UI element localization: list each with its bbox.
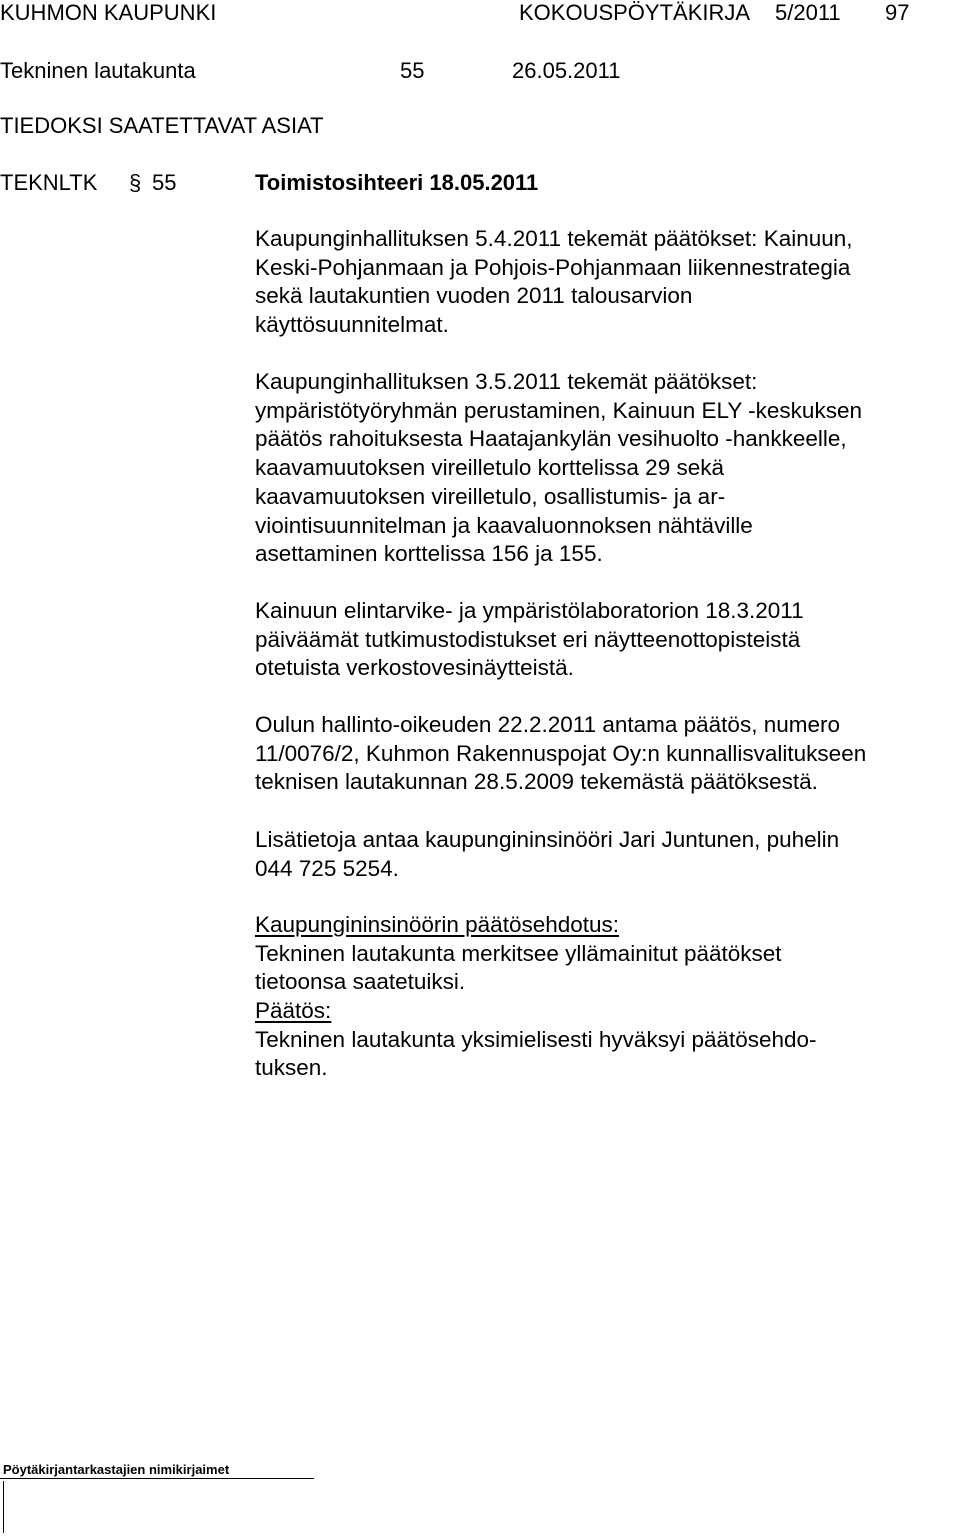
signature-box-edge — [3, 1481, 7, 1533]
doc-number: 5/2011 — [775, 0, 841, 25]
paragraph-line: Kaupunginhallituksen 5.4.2011 tekemät päätökset: Kainuun, — [255, 226, 853, 251]
paragraph-line: 044 725 5254. — [255, 855, 399, 881]
paragraph-line: Lisätietoja antaa kaupungininsinööri Jari Juntunen, puhelin — [255, 827, 840, 852]
paragraph-line: Oulun hallinto-oikeuden 22.2.2011 antama päätös, numero — [255, 712, 840, 737]
paragraph-line: viointisuunnitelman ja kaavaluonnoksen nähtäville — [255, 512, 753, 538]
paragraph-line: ympäristötyöryhmän perustaminen, Kainuun ELY -keskuksen — [255, 397, 862, 423]
reference-code: TEKNLTK — [0, 170, 98, 195]
proposal-heading: Kaupungininsinöörin päätösehdotus: — [255, 912, 620, 937]
paragraph-line: asettaminen korttelissa 156 ja 155. — [255, 541, 603, 567]
paragraph-line: käyttösuunnitelmat. — [255, 312, 449, 338]
signature-line — [0, 1478, 314, 1479]
decision-heading: Päätös: — [255, 998, 332, 1023]
proposal-line: tietoonsa saatetuiksi. — [255, 969, 466, 995]
category-title: TIEDOKSI SAATETTAVAT ASIAT — [0, 113, 324, 138]
decision-line: tuksen. — [255, 1055, 328, 1081]
meeting-date: 26.05.2011 — [512, 58, 621, 83]
paragraph-4 — [255, 711, 866, 797]
paragraph-line: kaavamuutoksen vireilletulo, osallistumis- ja ar- — [255, 483, 726, 509]
paragraph-line: Kaupunginhallituksen 3.5.2011 tekemät päätökset: — [255, 369, 758, 394]
paragraph-line: päätös rahoituksesta Haatajankylän vesihuolto -hankkeelle, — [255, 426, 847, 452]
reference-title: Toimistosihteeri 18.05.2011 — [255, 170, 539, 195]
proposal-section — [255, 911, 782, 997]
paragraph-5 — [255, 826, 839, 883]
doc-type: KOKOUSPÖYTÄKIRJA — [519, 0, 751, 25]
page-number: 97 — [885, 0, 910, 25]
paragraph-line: teknisen lautakunnan 28.5.2009 tekemästä päätöksestä. — [255, 769, 818, 795]
signature-label: Pöytäkirjantarkastajien nimikirjaimet — [3, 1462, 230, 1477]
reference-number: 55 — [152, 170, 177, 195]
paragraph-line: Keski-Pohjanmaan ja Pohjois-Pohjanmaan liikennestrategia — [255, 254, 851, 280]
paragraph-line: 11/0076/2, Kuhmon Rakennuspojat Oy:n kunnallisvalitukseen — [255, 740, 867, 766]
paragraph-line: Kainuun elintarvike- ja ympäristölaboratorion 18.3.2011 — [255, 598, 804, 623]
paragraph-2 — [255, 368, 862, 569]
decision-section — [255, 997, 817, 1083]
paragraph-1 — [255, 225, 853, 340]
proposal-line: Tekninen lautakunta merkitsee yllämainitut päätökset — [255, 940, 782, 966]
committee-name: Tekninen lautakunta — [0, 58, 196, 83]
paragraph-line: sekä lautakuntien vuoden 2011 talousarvion — [255, 283, 693, 309]
section-number: 55 — [400, 58, 425, 83]
org-name: KUHMON KAUPUNKI — [0, 0, 217, 25]
paragraph-line: kaavamuutoksen vireilletulo korttelissa 29 sekä — [255, 455, 724, 481]
section-sign-icon: § — [129, 170, 142, 195]
paragraph-3 — [255, 597, 804, 683]
paragraph-line: otetuista verkostovesinäytteistä. — [255, 655, 574, 681]
decision-line: Tekninen lautakunta yksimielisesti hyväksyi päätösehdo- — [255, 1026, 817, 1052]
paragraph-line: päiväämät tutkimustodistukset eri näytteenottopisteistä — [255, 626, 801, 652]
